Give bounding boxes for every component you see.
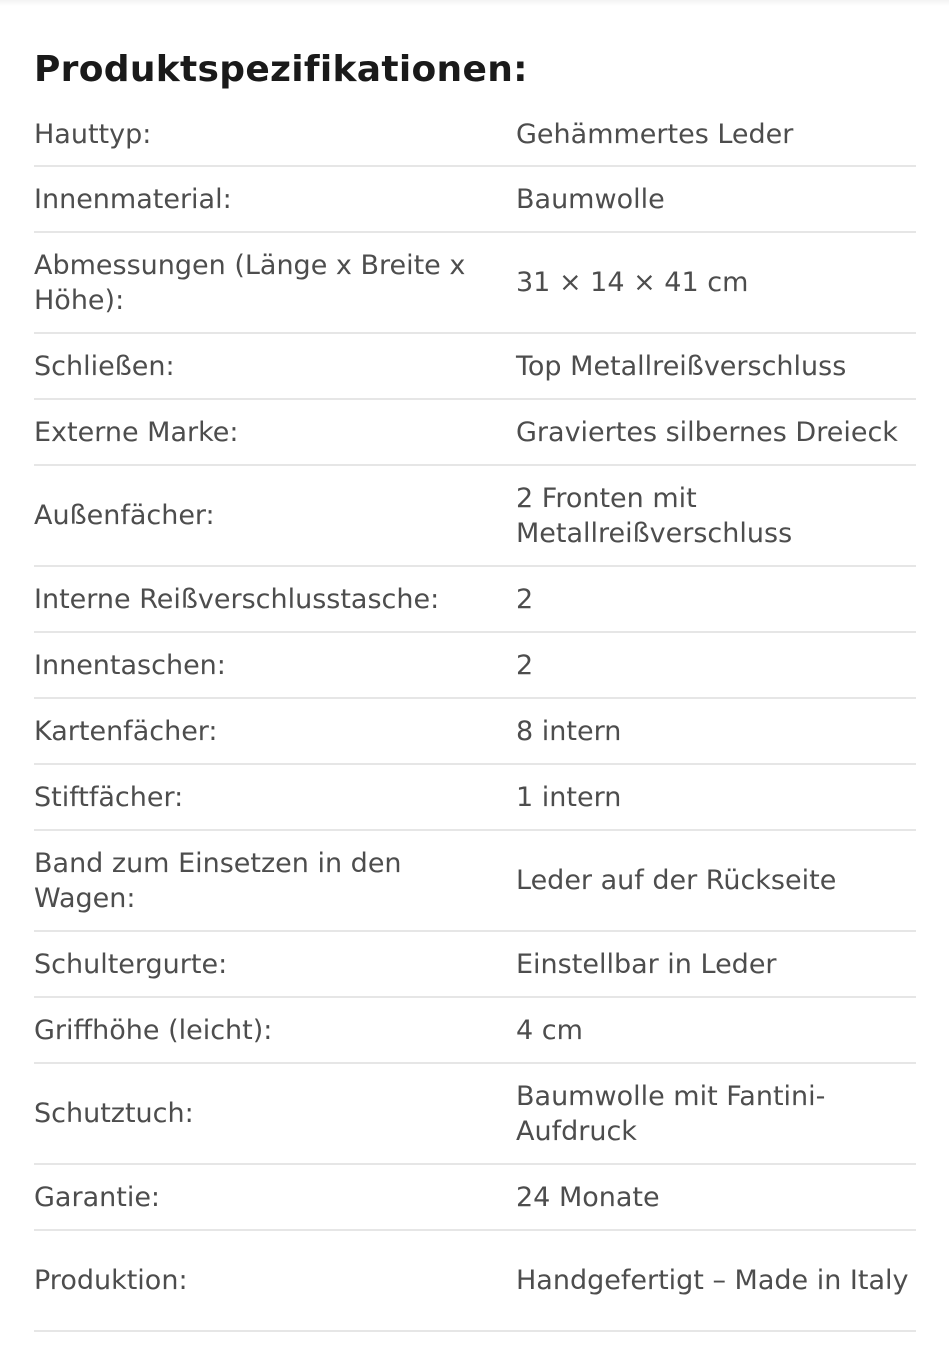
spec-value: 4 cm xyxy=(516,1014,583,1046)
spec-label: Stiftfächer: xyxy=(34,781,184,813)
spec-row-produktion xyxy=(34,1230,916,1331)
spec-label: Schultergurte: xyxy=(34,948,228,980)
spec-label: Abmessungen (Länge x Breite x Höhe): xyxy=(34,249,466,316)
spec-table xyxy=(34,103,916,1332)
top-shadow xyxy=(0,0,949,6)
spec-value: 8 intern xyxy=(516,715,622,747)
spec-value: 31 × 14 × 41 cm xyxy=(516,267,749,298)
spec-section xyxy=(34,46,916,1332)
spec-row-griffhoehe xyxy=(34,997,916,1063)
spec-label: Garantie: xyxy=(34,1181,161,1213)
spec-label: Hauttyp: xyxy=(34,118,152,150)
spec-label: Griffhöhe (leicht): xyxy=(34,1014,273,1046)
spec-label: Kartenfächer: xyxy=(34,715,218,747)
spec-value: 24 Monate xyxy=(516,1181,660,1213)
spec-row-schutztuch xyxy=(34,1063,916,1164)
spec-value: Leder auf der Rückseite xyxy=(516,865,837,896)
spec-label: Außenfächer: xyxy=(34,500,215,531)
spec-row-interne-reissverschlusstasche xyxy=(34,566,916,632)
spec-label: Innentaschen: xyxy=(34,649,226,681)
spec-label: Band zum Einsetzen in den Wagen: xyxy=(34,847,402,914)
spec-label: Produktion: xyxy=(34,1265,188,1296)
spec-label: Schließen: xyxy=(34,350,175,382)
spec-value: 2 Fronten mit Metallreißverschluss xyxy=(516,482,793,549)
spec-value: 2 xyxy=(516,583,534,615)
spec-row-externe-marke xyxy=(34,399,916,465)
spec-value: Baumwolle xyxy=(516,183,665,215)
spec-label: Interne Reißverschlusstasche: xyxy=(34,583,440,615)
spec-value: Baumwolle mit Fantini-Aufdruck xyxy=(516,1080,826,1147)
spec-value: Graviertes silbernes Dreieck xyxy=(516,416,898,448)
spec-row-schliessen xyxy=(34,333,916,399)
spec-row-innenmaterial xyxy=(34,166,916,232)
spec-value: 2 xyxy=(516,649,534,681)
spec-value: Einstellbar in Leder xyxy=(516,948,777,980)
spec-row-innentaschen xyxy=(34,632,916,698)
spec-row-garantie xyxy=(34,1164,916,1230)
spec-value: 1 intern xyxy=(516,781,622,813)
spec-row-schultergurte xyxy=(34,931,916,997)
spec-label: Schutztuch: xyxy=(34,1098,194,1129)
spec-label: Innenmaterial: xyxy=(34,183,232,215)
spec-value: Gehämmertes Leder xyxy=(516,118,794,150)
spec-row-kartenfaecher xyxy=(34,698,916,764)
spec-row-band xyxy=(34,830,916,931)
spec-row-stiftfaecher xyxy=(34,764,916,830)
spec-row-aussenfaecher xyxy=(34,465,916,566)
spec-label: Externe Marke: xyxy=(34,416,239,448)
spec-value: Top Metallreißverschluss xyxy=(516,350,847,382)
spec-value: Handgefertigt – Made in Italy xyxy=(516,1265,909,1296)
spec-row-hauttyp xyxy=(34,103,916,166)
page-title: Produktspezifikationen: xyxy=(34,49,528,90)
spec-row-abmessungen xyxy=(34,232,916,333)
